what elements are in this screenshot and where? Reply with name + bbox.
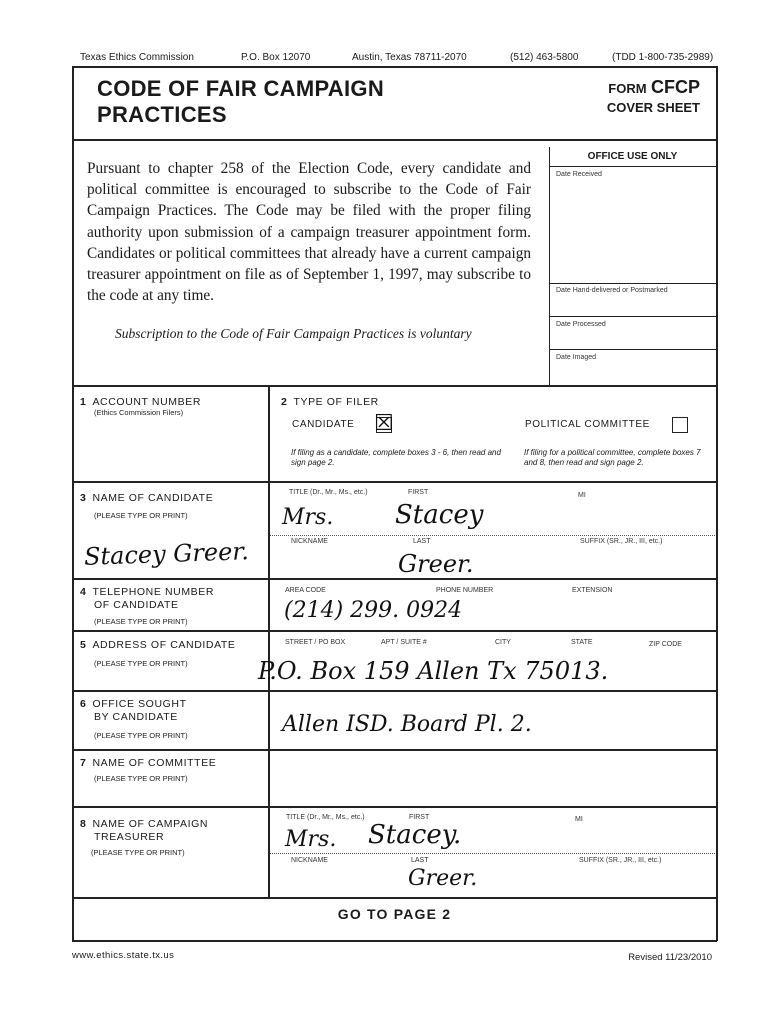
date-processed-label: Date Processed bbox=[556, 321, 606, 328]
s8-first-label: FIRST bbox=[409, 814, 430, 821]
zip-label: ZIP CODE bbox=[649, 641, 682, 648]
section-3-label: 3 NAME OF CANDIDATE bbox=[80, 492, 214, 504]
apt-label: APT / SUITE # bbox=[381, 639, 427, 646]
bottom-border bbox=[72, 940, 717, 942]
phone: (512) 463-5800 bbox=[510, 52, 579, 63]
s3-title-label: TITLE (Dr., Mr., Ms., etc.) bbox=[289, 489, 368, 496]
s8-title-value[interactable]: Mrs. bbox=[285, 827, 337, 852]
candidate-label: CANDIDATE bbox=[292, 419, 355, 430]
s3-first-label: FIRST bbox=[408, 489, 429, 496]
s3-nickname-label: NICKNAME bbox=[291, 538, 328, 545]
row-rule-5 bbox=[72, 690, 717, 692]
title-rule bbox=[72, 139, 717, 141]
s3-last-value[interactable]: Greer. bbox=[398, 550, 474, 578]
date-hand-label: Date Hand-delivered or Postmarked bbox=[556, 287, 668, 294]
row-rule-3 bbox=[72, 578, 717, 580]
candidate-note: If filing as a candidate, complete boxes 3 - 6, then read and sign page 2. bbox=[291, 448, 501, 467]
s3-title-value[interactable]: Mrs. bbox=[282, 505, 334, 530]
row-rule-4 bbox=[72, 630, 717, 632]
row-rule-2 bbox=[72, 481, 717, 483]
form-subtitle: COVER SHEET bbox=[606, 100, 700, 115]
title-line-2: PRACTICES bbox=[97, 102, 227, 127]
section-5-label: 5 ADDRESS OF CANDIDATE bbox=[80, 639, 236, 651]
section-1-label: 1 ACCOUNT NUMBER bbox=[80, 396, 201, 408]
intro-paragraph: Pursuant to chapter 258 of the Election Code, every candidate and political committee is encouraged to subscribe to the Code of Fair Campaign Practices. The Code may be filed with the proper filing authority upon submission of a campaign treasurer appointment form. Candidates or political committees that already have a current campaign treasurer appointment on file as of September 1, 1997, may subscribe to the code at any time. bbox=[87, 160, 531, 305]
footer-website: www.ethics.state.tx.us bbox=[72, 950, 175, 961]
go-to-page-2: GO TO PAGE 2 bbox=[337, 906, 452, 922]
footer-revised: Revised 11/23/2010 bbox=[628, 952, 712, 963]
city-label: CITY bbox=[495, 639, 511, 646]
form-title bbox=[97, 76, 384, 128]
check-mark-icon: ☒ bbox=[374, 410, 394, 435]
s8-dotted-rule bbox=[270, 853, 715, 854]
agency-name: Texas Ethics Commission bbox=[80, 52, 194, 63]
s3-suffix-label: SUFFIX (SR., JR., III, etc.) bbox=[580, 538, 663, 545]
committee-name-field[interactable] bbox=[272, 752, 712, 802]
date-imaged-label: Date Imaged bbox=[556, 354, 597, 361]
section-7-sub: (PLEASE TYPE OR PRINT) bbox=[94, 774, 188, 783]
office-rule-3 bbox=[549, 349, 716, 350]
section-8-label: 8 NAME OF CAMPAIGN TREASURER bbox=[80, 818, 209, 843]
office-value[interactable]: Allen ISD. Board Pl. 2. bbox=[282, 712, 532, 737]
phone-value[interactable]: (214) 299. 0924 bbox=[284, 598, 463, 623]
date-received-label: Date Received bbox=[556, 171, 602, 178]
city-address: Austin, Texas 78711-2070 bbox=[352, 52, 467, 63]
left-border bbox=[72, 66, 74, 941]
s8-nickname-label: NICKNAME bbox=[291, 857, 328, 864]
form-id bbox=[607, 77, 700, 115]
s8-last-label: LAST bbox=[411, 857, 429, 864]
s8-suffix-label: SUFFIX (SR., JR., III, etc.) bbox=[579, 857, 662, 864]
area-code-label: AREA CODE bbox=[285, 587, 326, 594]
section-5-sub: (PLEASE TYPE OR PRINT) bbox=[94, 659, 188, 668]
s3-dotted-rule bbox=[270, 535, 715, 536]
section-6-label: 6 OFFICE SOUGHT BY CANDIDATE bbox=[80, 698, 187, 723]
row-rule-8 bbox=[72, 897, 717, 899]
s8-title-label: TITLE (Dr., Mr., Ms., etc.) bbox=[286, 814, 365, 821]
extension-label: EXTENSION bbox=[572, 587, 613, 594]
candidate-signature: Stacey Greer. bbox=[83, 537, 250, 571]
office-rule-2 bbox=[549, 316, 716, 317]
phone-number-label: PHONE NUMBER bbox=[436, 587, 494, 594]
s8-mi-label: MI bbox=[575, 816, 583, 823]
section-6-sub: (PLEASE TYPE OR PRINT) bbox=[94, 731, 188, 740]
tdd-phone: (TDD 1-800-735-2989) bbox=[612, 52, 714, 63]
s8-last-value[interactable]: Greer. bbox=[408, 866, 478, 891]
state-label: STATE bbox=[571, 639, 593, 646]
street-label: STREET / PO BOX bbox=[285, 639, 346, 646]
s3-last-label: LAST bbox=[413, 538, 431, 545]
committee-note: If filing for a political committee, complete boxes 7 and 8, then read and sign page 2. bbox=[524, 448, 701, 467]
form-prefix: FORM bbox=[608, 81, 647, 96]
office-use-title: OFFICE USE ONLY bbox=[549, 147, 716, 167]
section-4-sub: (PLEASE TYPE OR PRINT) bbox=[94, 617, 188, 626]
s3-mi-label: MI bbox=[578, 492, 586, 499]
address-value[interactable]: P.O. Box 159 Allen Tx 75013. bbox=[258, 657, 609, 685]
office-use-box bbox=[549, 147, 717, 386]
po-box: P.O. Box 12070 bbox=[241, 52, 311, 63]
row-rule-1 bbox=[72, 385, 717, 387]
form-code: CFCP bbox=[651, 77, 700, 97]
section-1-sub: (Ethics Commission Filers) bbox=[94, 408, 184, 417]
committee-label: POLITICAL COMMITTEE bbox=[525, 419, 650, 430]
committee-checkbox[interactable] bbox=[672, 417, 688, 433]
header-rule bbox=[72, 66, 717, 68]
column-divider bbox=[268, 386, 270, 898]
title-line-1: CODE OF FAIR CAMPAIGN bbox=[97, 76, 385, 101]
s3-first-value[interactable]: Stacey bbox=[395, 500, 484, 530]
s8-first-value[interactable]: Stacey. bbox=[368, 820, 462, 850]
account-number-field[interactable] bbox=[80, 420, 264, 476]
voluntary-note: Subscription to the Code of Fair Campaign Practices is voluntary bbox=[115, 326, 472, 341]
candidate-checkbox[interactable] bbox=[374, 410, 394, 435]
section-8-sub: (PLEASE TYPE OR PRINT) bbox=[91, 848, 185, 857]
row-rule-7 bbox=[72, 806, 717, 808]
office-rule-1 bbox=[549, 283, 716, 284]
section-3-sub: (PLEASE TYPE OR PRINT) bbox=[94, 511, 188, 520]
section-2-label: 2 TYPE OF FILER bbox=[281, 396, 379, 408]
row-rule-6 bbox=[72, 749, 717, 751]
section-7-label: 7 NAME OF COMMITTEE bbox=[80, 757, 217, 769]
section-4-label: 4 TELEPHONE NUMBER OF CANDIDATE bbox=[80, 586, 215, 611]
